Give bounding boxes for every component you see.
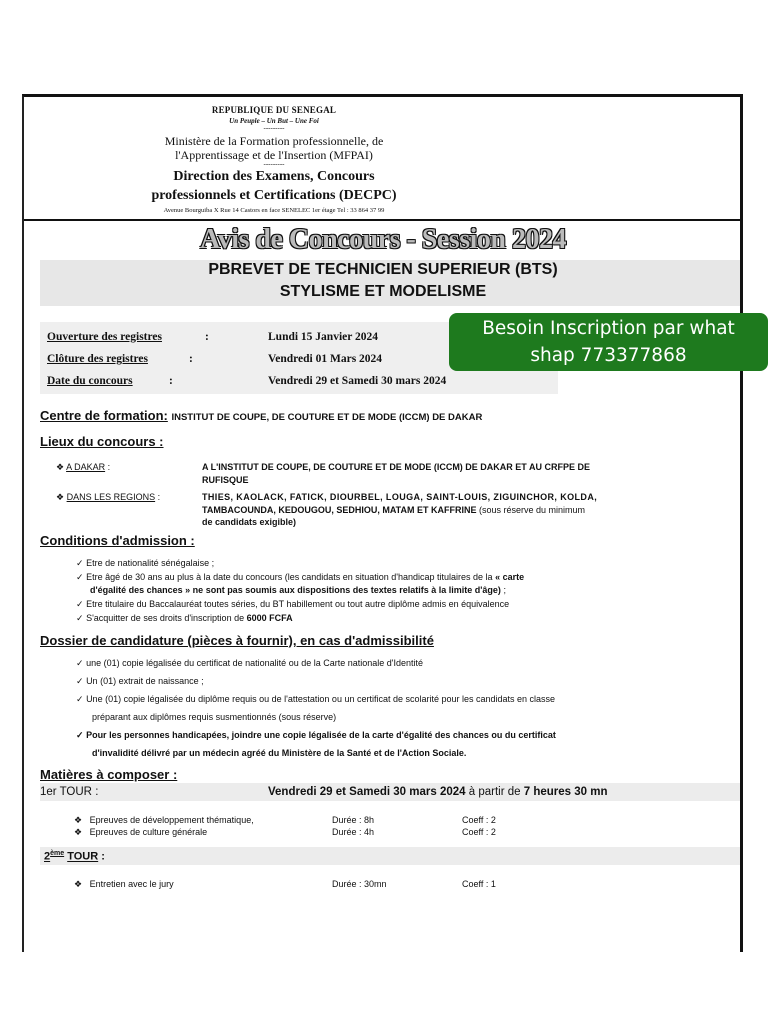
tour2-num: 2 [44, 850, 51, 863]
centre-row [40, 408, 482, 423]
register-value: Vendredi 29 et Samedi 30 mars 2024 [268, 375, 447, 387]
bullet-icon: ❖ [74, 827, 83, 837]
matieres-label: Matières à composer : [40, 767, 178, 782]
lieux-label: Lieux du concours : [40, 434, 164, 449]
tour1-time: 7 heures 30 mn [523, 786, 608, 798]
register-label: Clôture des registres [47, 353, 148, 365]
badge-line-2: shap 773377868 [530, 345, 687, 366]
conditions-label: Conditions d'admission : [40, 533, 195, 548]
condition-item [76, 572, 736, 583]
header-divider: --------- [263, 124, 285, 132]
subject-coeff: Coeff : 2 [462, 815, 496, 825]
address-line: Avenue Bourguiba X Rue 14 Castors en face SENELEC 1er étage Tel : 33 864 37 99 [163, 207, 385, 214]
centre-label: Centre de formation: [40, 408, 168, 423]
ministry-line-2: l'Apprentissage et de l'Insertion (MFPAI) [175, 148, 373, 162]
bullet-icon: ❖ [74, 815, 83, 825]
condition-item [76, 558, 214, 569]
direction-line-1: Direction des Examens, Concours [173, 169, 375, 184]
register-label: Date du concours [47, 375, 133, 387]
header-divider-2: --------- [263, 160, 285, 168]
check-icon: ✓ [76, 558, 84, 568]
check-icon: ✓ [76, 572, 84, 582]
register-sep: : [169, 375, 173, 387]
tour2-sep: : [101, 850, 105, 863]
dakar-line-1: A L'INSTITUT DE COUPE, DE COUTURE ET DE MODE (ICCM) DE DAKAR ET AU CRFPE DE [202, 462, 590, 472]
tour2-sup: ème [50, 850, 65, 857]
whatsapp-contact-badge [449, 313, 768, 371]
direction-line-2: professionnels et Certifications (DECPC) [151, 188, 397, 203]
condition-text: Etre âgé de 30 ans au plus à la date du concours (les candidats en situation d'handicap titulaires de la [86, 572, 493, 582]
tour1-item [74, 815, 254, 826]
document-page [22, 94, 743, 952]
diploma-title: PBREVET DE TECHNICIEN SUPERIEUR (BTS) [208, 261, 558, 278]
tour1-sep: : [95, 786, 99, 798]
regions-line-2b: (sous réserve du minimum [479, 505, 586, 515]
condition-item-cont [90, 585, 740, 595]
dossier-text-bold: Pour les personnes handicapées, joindre une copie légalisée de la carte d'égalité des chances ou du certificat [86, 730, 556, 740]
badge-line-1: Besoin Inscription par what [482, 318, 735, 339]
condition-text: Etre de nationalité sénégalaise ; [86, 558, 215, 568]
tour2-label: TOUR [67, 850, 99, 863]
subject-duration: Durée : 4h [332, 827, 375, 837]
condition-text-bold: « carte [495, 572, 525, 582]
check-icon: ✓ [76, 730, 84, 740]
tour1-schedule [268, 786, 607, 798]
regions-sep: : [157, 492, 161, 502]
dossier-item [76, 694, 740, 705]
regions-line-3: de candidats exigible) [202, 517, 297, 527]
tour2-shade [40, 847, 740, 865]
condition-text: ; [503, 585, 506, 595]
header-rule [24, 219, 742, 221]
tour1-mid: à partir de [468, 786, 521, 798]
dossier-item [76, 676, 204, 687]
tour1-label-row [40, 786, 98, 798]
dossier-text: une (01) copie légalisée du certificat de nationalité ou de la Carte nationale d'Identité [86, 658, 424, 668]
fee-amount: 6000 FCFA [246, 613, 293, 623]
condition-item [76, 599, 736, 610]
subject-coeff: Coeff : 2 [462, 827, 496, 837]
lieu-dakar-row [56, 462, 110, 473]
register-sep: : [205, 331, 209, 343]
register-sep: : [189, 353, 193, 365]
subject-name: Entretien avec le jury [89, 879, 174, 889]
dakar-line-2: RUFISQUE [202, 475, 249, 485]
dossier-item [76, 658, 423, 669]
tour1-item [74, 827, 207, 838]
register-label: Ouverture des registres [47, 331, 162, 343]
regions-label: DANS LES REGIONS [66, 492, 156, 502]
dossier-text: Une (01) copie légalisée du diplôme requis ou de l'attestation ou un certificat de scolarité pour les candidats en classe [86, 694, 556, 704]
regions-line-2 [202, 505, 737, 515]
check-icon: ✓ [76, 676, 84, 686]
specialty-title: STYLISME ET MODELISME [279, 283, 487, 300]
lieu-regions-row [56, 492, 160, 503]
subject-name: Epreuves de culture générale [89, 827, 208, 837]
dakar-label: A DAKAR [66, 462, 106, 472]
ministry-line-1: Ministère de la Formation professionnelle, de [164, 134, 384, 148]
check-icon: ✓ [76, 694, 84, 704]
dossier-item [76, 730, 740, 741]
check-icon: ✓ [76, 613, 84, 623]
republic-title: REPUBLIQUE DU SENEGAL [211, 105, 337, 115]
condition-item [76, 613, 293, 624]
subject-duration: Durée : 30mn [332, 879, 387, 889]
bullet-icon: ❖ [74, 879, 83, 889]
national-motto: Un Peuple – Un But – Une Foi [229, 117, 319, 125]
subject-name: Epreuves de développement thématique, [89, 815, 254, 825]
subject-coeff: Coeff : 1 [462, 879, 496, 889]
register-value: Vendredi 01 Mars 2024 [268, 353, 383, 365]
avis-title: Avis de Concours - Session 2024 [200, 224, 566, 255]
check-icon: ✓ [76, 599, 84, 609]
regions-line-1: THIES, KAOLACK, FATICK, DIOURBEL, LOUGA, SAINT-LOUIS, ZIGUINCHOR, KOLDA, [202, 492, 598, 502]
regions-line-2a: TAMBACOUNDA, KEDOUGOU, SEDHIOU, MATAM ET KAFFRINE [202, 505, 477, 515]
dossier-text: Un (01) extrait de naissance ; [86, 676, 204, 686]
centre-value: INSTITUT DE COUPE, DE COUTURE ET DE MODE (ICCM) DE DAKAR [171, 412, 483, 423]
condition-text: S'acquitter de ses droits d'inscription de [86, 613, 245, 623]
dossier-item-cont: d'invalidité délivré par un médecin agréé du Ministère de la Santé et de l'Action Sociale. [92, 748, 467, 758]
dossier-label: Dossier de candidature (pièces à fournir), en cas d'admissibilité [40, 633, 434, 648]
register-value: Lundi 15 Janvier 2024 [268, 331, 379, 343]
subject-duration: Durée : 8h [332, 815, 375, 825]
condition-text-bold: d'égalité des chances » ne sont pas soumis aux dispositions des textes relatifs à la limite d'âge) [90, 585, 501, 595]
bullet-icon: ❖ [56, 492, 65, 502]
tour1-date: Vendredi 29 et Samedi 30 mars 2024 [268, 786, 466, 798]
dossier-item-cont: préparant aux diplômes requis susmentionnés (sous réserve) [92, 712, 337, 722]
tour2-item [74, 879, 174, 890]
bullet-icon: ❖ [56, 462, 65, 472]
tour2-label-row [44, 850, 105, 863]
check-icon: ✓ [76, 658, 84, 668]
dakar-sep: : [107, 462, 111, 472]
condition-text: Etre titulaire du Baccalauréat toutes séries, du BT habillement ou tout autre diplôme admis en équivalence [86, 599, 510, 609]
tour1-label: 1er TOUR [40, 786, 92, 798]
